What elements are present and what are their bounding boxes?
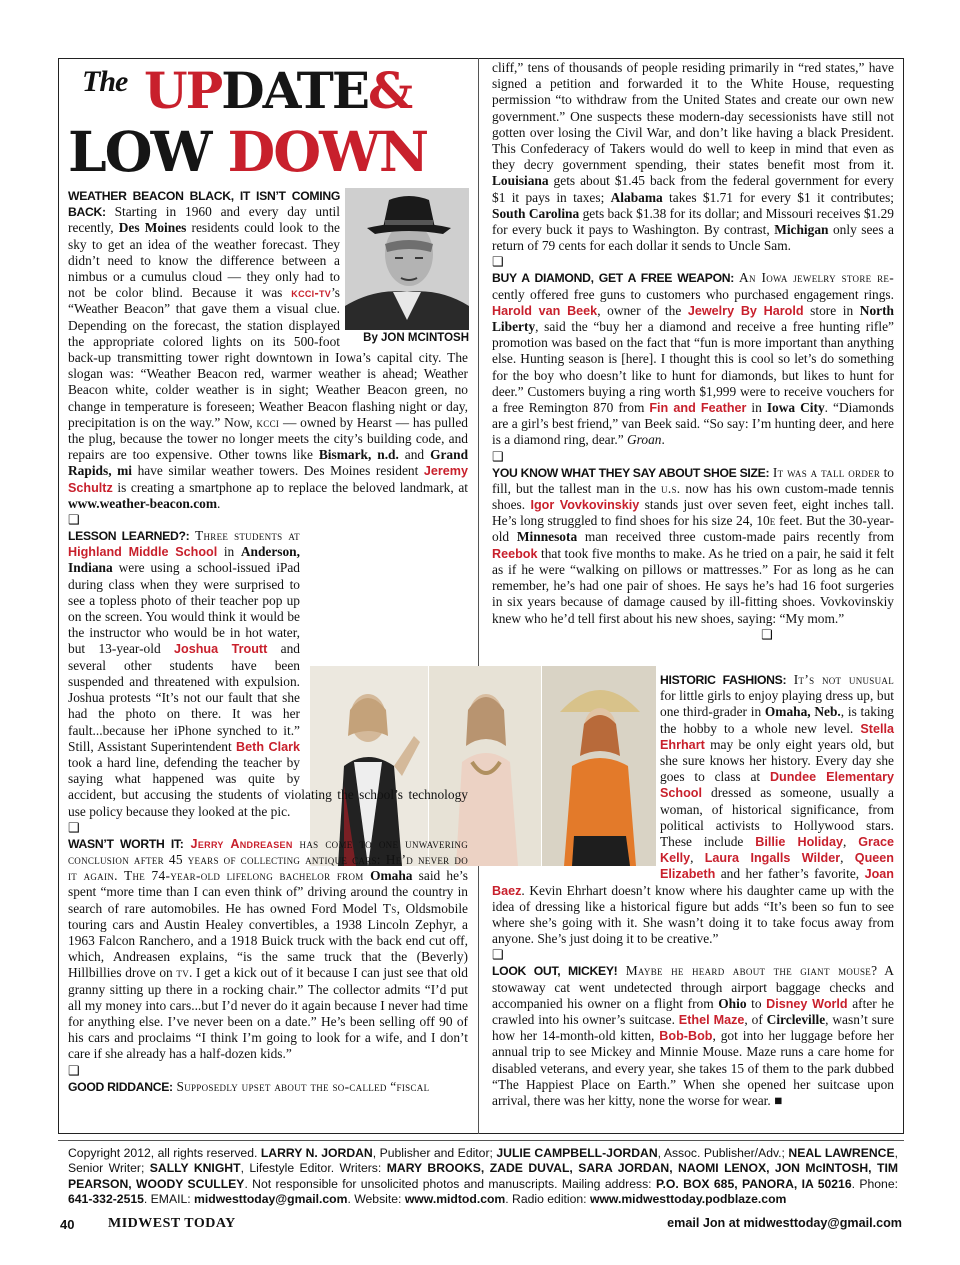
copyright-text-5: , Lifestyle Editor. Writers: (240, 1161, 387, 1176)
lesson-lead: Three students at (189, 528, 300, 544)
lesson-text-4: took a hard line, defending the teacher by saying what happened was quite by accident, but accusing the students of violating the school’s technology use policy because they looked at the pic. (68, 754, 468, 819)
historic-heading: HISTORIC FASHIONS: (660, 673, 787, 687)
masthead-ampersand: & (367, 61, 412, 120)
wasnt-paragraph (68, 836, 468, 1063)
shoe-paragraph (492, 465, 894, 627)
shoe-text-2: now has his own custom-made tennis shoes. (492, 480, 894, 513)
copyright-text-10: . Radio edition: (505, 1192, 590, 1207)
staff-julie: JULIE CAMPBELL-JORDAN (496, 1146, 658, 1160)
shoe-text-5: man received three custom-made pairs recently from (577, 529, 894, 545)
riddance-text-1: cliff,” tens of thousands of people residing primarily in “red states,” have signed a petition and forwarded it to the White House, requesting permission “to withdraw from the United States and create our own new government.” One suspects these modern-day secessionists have still not gotten over losing the Civil War, and don’t like having a black President. This Confederacy of Takers would do well to keep in mind that even as they decry government spending, their states benefit most from it. (492, 60, 894, 173)
weather-flow-4: — owned by Hearst — has pulled the plug, because the tower no longer meets the city’s building code, and repairs are too expensive. Other towns like (68, 414, 468, 463)
wasnt-text-4: . I get a kick out of it because I can just see that old granny sitting up there in a rocking chair.” The collector admits “I’d put all my money into cars...but I’d never do it again because I never had time for anything else. I’ve never been on a date.” He’s been selling off 90 of his cars and proclaims “I think I’m going to look for a wife, and I don’t care if she already has a half-dozen kids.” (68, 965, 468, 1062)
shoe-e: e (769, 513, 776, 529)
weather-flow-3: ’s “Weather Beacon” that gave them a visual clue. Depending on the forecast, the station displayed the appropriate colored lights on its 500-foot back-up transmitting tower right downtown in Iowa’s capital city. The slogan was: “Weather Beacon red, warmer weather is ahead; Weather Beacon white, colder weather is in sight; Weather Beacon green, no change in temperature is foreseen; Weather Beacon flashing night or day, precipitation is on the way.” Now, (68, 285, 468, 430)
footer-rule (58, 1140, 904, 1141)
diamond-lead: An Iowa jewelry store re- (734, 270, 894, 286)
section-box-3: ❑ (68, 1062, 80, 1078)
lesson-joshua: Joshua Troutt (174, 642, 268, 657)
lesson-school: Highland Middle School (68, 545, 218, 560)
mickey-circleville: Circleville (766, 1012, 826, 1028)
masthead (68, 60, 468, 186)
historic-omaha: Omaha, Neb. (764, 704, 841, 720)
masthead-down: DOWN (227, 119, 428, 184)
historic-joan: Joan Baez (492, 867, 894, 898)
page-number: 40 (60, 1217, 75, 1232)
copyright-text-2: , Publisher and Editor; (372, 1146, 497, 1160)
shoe-igor: Igor Vovkovinskiy (530, 498, 640, 513)
column-divider (478, 58, 479, 1134)
diamond-text-2: , owner of the (597, 302, 688, 318)
email-jon[interactable]: email Jon at midwesttoday@gmail.com (667, 1216, 902, 1230)
mickey-paragraph (492, 963, 894, 1109)
masthead-line-2 (68, 120, 427, 184)
diamond-text-1: cently offered free guns to customers who purchased engagement rings. (492, 286, 894, 302)
mickey-ethel: Ethel Maze (678, 1013, 745, 1028)
weather-flow-5: and (398, 447, 431, 463)
historic-flow (492, 672, 894, 1109)
copyright-text-8: . EMAIL: (143, 1192, 195, 1207)
mickey-text-3: after he crawled into his owner’s suitcase. (492, 995, 894, 1028)
shoe-us: u.s. (661, 480, 681, 496)
end-mark: ■ (770, 1093, 783, 1109)
historic-billie: Billie Holiday (755, 835, 843, 850)
mickey-text-4: , of (744, 1012, 767, 1028)
section-box-2: ❑ (68, 819, 80, 835)
mickey-text-1: ? A stowaway cat went undetected through airport baggage checks and accompanied his owner on a flight from (492, 963, 894, 1011)
website-link[interactable]: www.midtod.com (404, 1192, 506, 1207)
diamond-heading: BUY A DIAMOND, GET A FREE WEAPON: (492, 271, 735, 286)
section-box-7: ❑ (492, 947, 504, 963)
weather-flow-url: www.weather-beacon.com (68, 495, 217, 511)
historic-queen: Queen Elizabeth (660, 851, 894, 882)
historic-laura: Laura Ingalls Wilder (704, 851, 841, 866)
lesson-text-2: were using a school-issued iPad during class when they were surprised to see a topless photo of their teacher pop up on the screen. You would think it would be the instructor who would be in hot water, but 13-year-old (68, 560, 300, 657)
historic-text-4: dressed as someone, usually a woman, of historical significance, from political activists to Hollywood stars. These include (660, 785, 894, 850)
publication-name: MIDWEST TODAY (108, 1216, 236, 1231)
historic-text-6: . Kevin Ehrhart doesn’t know where his daughter came up with the idea of dressing like a historical figure but adds “It’s been so fun to see where she’s going with it. She wasn’t doing it to take focus away from anyone. She’s just doing it to be creative.” (492, 882, 894, 947)
lesson-anderson: Anderson, Indiana (68, 544, 300, 576)
weather-flow-6: have similar weather towers. Des Moines resident (132, 463, 424, 479)
email-address[interactable]: midwesttoday@gmail.com (194, 1192, 348, 1207)
shoe-text-3: stands just over seven feet, eight inches tall. He’s long struggled to find shoes for his size 24, 10 (492, 497, 894, 529)
shoe-lead: It was a tall order (769, 464, 881, 480)
mickey-heading: LOOK OUT, MICKEY! (492, 964, 618, 979)
section-box-1: ❑ (68, 512, 80, 528)
shoe-heading: YOU KNOW WHAT THEY SAY ABOUT SHOE SIZE: (492, 465, 770, 480)
shoe-text-4: feet. But the 30-year-old (492, 513, 895, 545)
mickey-text-6: , got into her luggage before her annual trip to see Mickey and Minnie Mouse. Maze runs a care home for disabled veterans, and every year, she takes 15 of them to the park dubbed “The Happiest Place on Earth.” When she opened her suitcase upon arrival, there was her kitty, none the worse for wear. (492, 1028, 894, 1109)
historic-comma-3: , (840, 850, 855, 866)
author-photo-gap (340, 188, 468, 349)
riddance-louisiana: Louisiana (492, 173, 549, 189)
weather-flow-1: Starting in 1960 and every day until recently, (68, 204, 340, 236)
copyright-text-1: Copyright 2012, all rights reserved. (68, 1146, 261, 1160)
diamond-groan: Groan (627, 432, 662, 448)
mickey-bob: Bob-Bob (659, 1029, 713, 1044)
diamond-paragraph (492, 270, 894, 448)
wasnt-ts: Ts (382, 900, 397, 916)
kids-photo-gap-right (492, 672, 660, 868)
riddance-heading: GOOD RIDDANCE: (68, 1079, 173, 1094)
diamond-text-7: . (661, 432, 665, 448)
diamond-text-3: store in (803, 302, 860, 318)
staff-neal: NEAL LAWRENCE (788, 1146, 895, 1160)
mailing-address: P.O. BOX 685, PANORA, IA 50216 (655, 1176, 852, 1191)
weather-flow-des-moines: Des Moines (118, 220, 187, 236)
lesson-text-3: and several other students have been suspended and threatened with expulsion. Joshua protests “It’s not our fault that she had the photo on there. It was her fault...because her iPhone synched to it.” Still, Assistant Superintendent (68, 641, 301, 754)
copyright-block (68, 1146, 898, 1208)
weather-flow-grand-rapids: Grand Rapids, mi (68, 447, 469, 479)
masthead-the: The (82, 65, 128, 98)
historic-dundee: Dundee Elementary School (660, 770, 894, 801)
mickey-lead: Maybe he heard about the giant mouse (617, 963, 872, 979)
kids-photo-gap (300, 656, 468, 781)
wasnt-jerry: Jerry Andreasen (183, 836, 293, 851)
copyright-text-7: . Phone: (851, 1176, 899, 1191)
section-box-5: ❑ (492, 448, 504, 464)
mickey-text-2: to (746, 995, 767, 1011)
weather-flow-8: . (217, 495, 221, 511)
diamond-text-4: , said the “buy her a diamond and receive a free hunting rifle” promotion was based on the fact that “fun is more important than anything else. Hunting season is [here]. I thought this is cool so let’s do something for the boy who doesn’t like to hunt for diamonds, but likes to hunt for deer.” Customers buying a ring worth $1,999 were to receive vouchers for a free Remington 870 from (492, 319, 894, 416)
riddance-text-4: gets back $1.38 for its dollar; and Missouri receives $1.29 for every buck it pays to Washington. By contrast, (492, 205, 894, 238)
riddance-text-2: gets about $1.45 back from the federal government for every $1 it pays in taxes; (492, 173, 894, 205)
historic-text-3: may be only eight years old, but she sure knows her history. Every day she goes to class at (660, 736, 894, 785)
weather-flow-kcci: kcci (256, 414, 280, 430)
section-box-4: ❑ (492, 254, 504, 270)
weather-flow-2: residents could look to the sky to get an idea of the weather forecast. They didn’t need to know the difference between a nimbus or a cumulus cloud — they only had to not be color blind. Because it was (68, 220, 340, 301)
mickey-ohio: Ohio (718, 995, 747, 1011)
historic-text-1: for little girls to enjoy playing dress up, but one third-grader in (660, 688, 894, 720)
diamond-text-5: in (746, 400, 767, 416)
masthead-date: DATE (221, 61, 368, 120)
wasnt-tv: tv (176, 965, 189, 981)
historic-text-5: and her father’s favorite, (715, 866, 865, 882)
riddance-michigan: Michigan (774, 222, 829, 238)
shoe-text-1: to fill, but the tallest man in the (492, 464, 894, 496)
historic-lead: It’s not unusual (786, 672, 894, 687)
diamond-jewelry: Jewelry By Harold (687, 303, 804, 318)
weather-flow-bismarck: Bismark, n.d. (318, 447, 399, 463)
copyright-text-9: . Website: (347, 1192, 405, 1207)
lesson-heading: LESSON LEARNED?: (68, 529, 190, 544)
masthead-line-1 (144, 60, 411, 122)
wasnt-heading: WASN’T WORTH IT: (68, 836, 184, 851)
wasnt-text-2: said he’s spent “more time than I can even think of” driving around the country in search of rare automobiles. He has owned Ford Model (68, 868, 468, 916)
diamond-harold: Harold van Beek (492, 303, 598, 318)
left-column-flow (68, 188, 468, 1095)
staff-larry: LARRY N. JORDAN (260, 1146, 373, 1160)
wasnt-text-1: has come to one unwavering conclusion after 45 years of collecting antique cars: He’d never do it again. The 74-year-old lifelong bachelor from (68, 835, 469, 884)
historic-grace: Grace Kelly (660, 835, 894, 866)
weather-flow-7: is creating a smartphone ap to replace the beloved landmark, at (112, 479, 468, 495)
riddance-south-carolina: South Carolina (492, 205, 580, 221)
diamond-fin: Fin and Feather (649, 401, 747, 416)
historic-stella: Stella Ehrhart (660, 721, 894, 752)
weather-heading-flow: WEATHER BEACON BLACK, IT ISN’T COMING BACK: (68, 189, 340, 220)
riddance-text-5: only sees a return of 79 cents for each dollar it sends to Uncle Sam. (492, 222, 894, 254)
lesson-text-1: in (217, 544, 241, 560)
historic-comma-1: , (842, 834, 859, 850)
historic-comma-2: , (690, 850, 705, 866)
riddance-alabama: Alabama (610, 189, 663, 205)
shoe-reebok: Reebok (492, 546, 538, 561)
diamond-iowa-city: Iowa City (766, 400, 825, 416)
riddance-lead: Supposedly upset about the so-called “fiscal (172, 1078, 430, 1094)
riddance-text-3: takes $1.71 for every $1 it contributes; (662, 189, 894, 205)
mickey-disney: Disney World (766, 996, 848, 1011)
mickey-text-5: , wasn’t sure how her 14-month-old kitten, (492, 1012, 895, 1044)
staff-sally: SALLY KNIGHT (149, 1161, 241, 1176)
lesson-beth: Beth Clark (236, 739, 300, 754)
riddance-paragraph (492, 60, 894, 254)
weather-flow-jeremy: Jeremy Schultz (68, 464, 469, 495)
diamond-text-6: . “Diamonds are a girl’s best friend,” van Beek said. “So say: I’m hunting deer, and here is a diamond ring, dear.” (492, 400, 895, 448)
right-column-flow (492, 60, 894, 643)
diamond-north-liberty: North Liberty (492, 302, 894, 335)
shoe-minnesota: Minnesota (516, 529, 578, 545)
phone-number: 641-332-2515 (68, 1192, 144, 1207)
weather-flow-kcci-tv: kcci-tv (291, 286, 332, 301)
riddance-paragraph-start (68, 1079, 468, 1095)
copyright-text-4: , Senior Writer; (68, 1146, 898, 1176)
wasnt-text-3: , Oldsmobile touring cars and Austin Healey convertibles, a 1938 Lincoln Zephyr, a 1963 Falcon Ranchero, and a 1918 Buick truck with the back end cut off, which, Andreasen explains, “is the same truck that the (Beverly) Hillbillies drove on (68, 900, 468, 981)
staff-writers: MARY BROOKS, ZADE DUVAL, SARA JORDAN, NAOMI LENOX, JON McINTOSH, TIM PEARSON, WOODY SCULLEY (68, 1161, 898, 1191)
masthead-up: UP (144, 61, 222, 120)
masthead-low: LOW (68, 119, 211, 184)
copyright-text-6: . Not responsible for unsolicited photos and manuscripts. Mailing address: (244, 1176, 656, 1191)
shoe-text-6: that took five months to make. As he tried on a pair, he said it felt as if he were “walking on pillows or mattresses.” For as long as he can remember, he’s had one pair of shoes. He says he’s had 16 foot surgeries in six years because of damage caused by ill-fitting shoes. Vovkovinskiy knew who he’d tell first about his new shoes, saying: “My mom.” (492, 545, 894, 626)
radio-link[interactable]: www.midwesttoday.podblaze.com (589, 1192, 787, 1207)
section-box-6: ❑ (761, 626, 773, 642)
author-byline: By JON MCINTOSH (363, 332, 469, 344)
historic-text-2: , is taking the hobby to a whole new level. (660, 704, 895, 736)
wasnt-omaha: Omaha (370, 868, 413, 884)
copyright-text-3: , Assoc. Publisher/Adv.; (657, 1146, 789, 1160)
